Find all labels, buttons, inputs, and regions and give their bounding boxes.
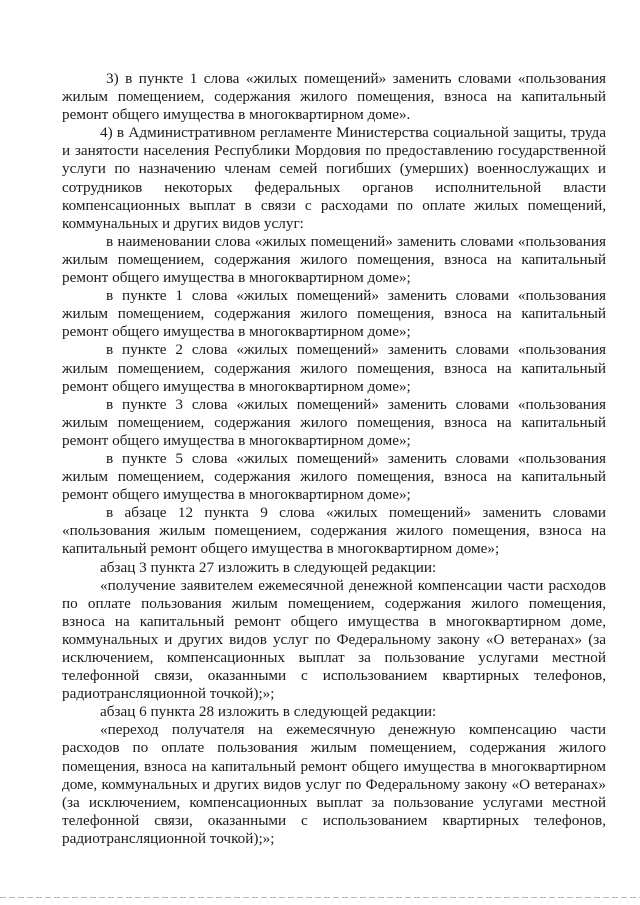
paragraph-4: 4) в Административном регламенте Министерства социальной защиты, труда и занятости населения Республики Мордовия по предоставлению государственной услуги по назначению членам семей погибших (умерших) военнослужащих и сотрудников некоторых федеральных органов исполнительной власти компенсационных выплат в связи с расходами по оплате жилых помещений, коммунальных и других видов услуг: xyxy=(62,124,606,232)
paragraph-item-28-intro: абзац 6 пункта 28 изложить в следующей редакции: xyxy=(100,703,437,721)
document-body xyxy=(62,70,606,848)
paragraph-3: 3) в пункте 1 слова «жилых помещений» заменить словами «пользования жилым помещением, содержания жилого помещения, взноса на капитальный ремонт общего имущества в многоквартирном доме». xyxy=(62,70,606,124)
paragraph-item-2: в пункте 2 слова «жилых помещений» заменить словами «пользования жилым помещением, содержания жилого помещения, взноса на капитальный ремонт общего имущества в многоквартирном доме»; xyxy=(62,341,606,395)
paragraph-item-28-text: «переход получателя на ежемесячную денежную компенсацию части расходов по оплате пользования жилым помещением, содержания жилого помещения, взноса на капитальный ремонт общего имущества в многоквартирном доме, коммунальных и других видов услуг по Федеральному закону «О ветеранах» (за исключением, компенсационных выплат за пользование услугами местной телефонной связи, оказанными с использованием квартирных телефонов, радиотрансляционной точкой);»; xyxy=(62,721,606,847)
paragraph-title-change: в наименовании слова «жилых помещений» заменить словами «пользования жилым помещением, содержания жилого помещения, взноса на капитальный ремонт общего имущества в многоквартирном доме»; xyxy=(62,232,606,287)
paragraph-item-3: в пункте 3 слова «жилых помещений» заменить словами «пользования жилым помещением, содержания жилого помещения, взноса на капитальный ремонт общего имущества в многоквартирном доме»; xyxy=(62,395,606,449)
paragraph-item-27-text: «получение заявителем ежемесячной денежной компенсации части расходов по оплате пользования жилым помещением, содержания жилого помещения, взноса на капитальный ремонт общего имущества в многоквартирном доме, коммунальных и других видов услуг по Федеральному закону «О ветеранах» (за исключением, компенсационных выплат за пользование услугами местной телефонной связи, оказанными с использованием квартирных телефонов, радиотрансляционной точкой);»; xyxy=(62,576,606,703)
paragraph-item-1: в пункте 1 слова «жилых помещений» заменить словами «пользования жилым помещением, содержания жилого помещения, взноса на капитальный ремонт общего имущества в многоквартирном доме»; xyxy=(62,287,606,341)
paragraph-item-5: в пункте 5 слова «жилых помещений» заменить словами «пользования жилым помещением, содержания жилого помещения, взноса на капитальный ремонт общего имущества в многоквартирном доме»; xyxy=(62,449,606,504)
paragraph-item-9: в абзаце 12 пункта 9 слова «жилых помещений» заменить словами «пользования жилым помещением, содержания жилого помещения, взноса на капитальный ремонт общего имущества в многоквартирном доме»; xyxy=(62,504,606,558)
paragraph-item-27-intro: абзац 3 пункта 27 изложить в следующей редакции: xyxy=(100,558,437,576)
scan-edge-line xyxy=(0,897,640,898)
